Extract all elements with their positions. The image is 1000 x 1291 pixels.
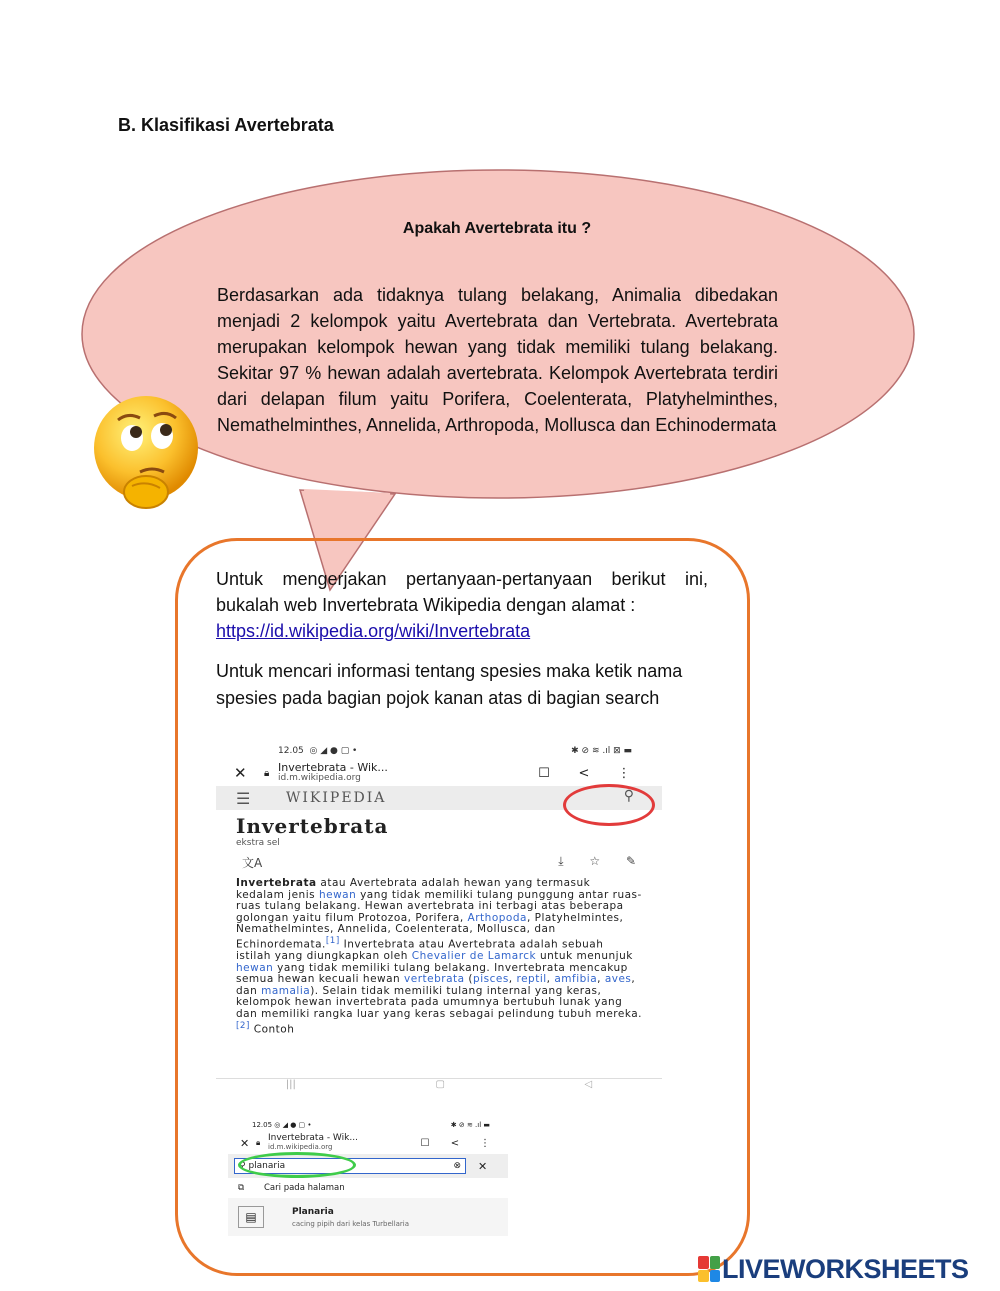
search-value: planaria: [248, 1161, 286, 1171]
browser-url-bar: [216, 760, 662, 786]
status-icons: ✱ ⊘ ≋ .ıl ▬: [450, 1121, 490, 1129]
more-icon[interactable]: ⋮: [480, 1137, 490, 1149]
reference-1[interactable]: [1]: [325, 935, 340, 946]
search-icon[interactable]: ⚲: [623, 788, 634, 804]
instruction-paragraph-1: [216, 566, 708, 644]
link-amfibia[interactable]: amfibia: [554, 973, 598, 986]
android-nav-bar: [216, 1078, 662, 1092]
search-row: [228, 1154, 508, 1178]
recent-apps-icon[interactable]: |||: [285, 1079, 296, 1090]
wikipedia-article-screenshot: [216, 742, 662, 1092]
browser-url-bar: [228, 1132, 508, 1154]
section-heading: B. Klasifikasi Avertebrata: [118, 115, 334, 135]
bubble-text: Berdasarkan ada tidaknya tulang belakang, Animalia dibedakan menjadi 2 kelompok yaitu Avertebrata dan Vertebrata. Avertebrata merupakan kelompok hewan yang tidak memiliki tulang belakang. Sekitar 97 % hewan adalah avertebrata. Kelompok Avertebrata terdiri dari delapan filum yaitu Porifera, Coelenterata, Platyhelminthes, Nemathelminthes, Annelida, Arthropoda, Mollusca dan Echinodermata: [217, 285, 778, 435]
find-in-page-label: Cari pada halaman: [264, 1183, 345, 1193]
result-title: Planaria: [292, 1206, 334, 1217]
share-icon[interactable]: <: [450, 1137, 460, 1149]
find-in-page-row[interactable]: [228, 1178, 508, 1198]
tab-title: Invertebrata - Wik...: [268, 1133, 358, 1143]
close-icon[interactable]: ✕: [234, 764, 247, 782]
article-subtitle: ekstra sel: [236, 838, 280, 848]
link-reptil[interactable]: reptil: [516, 973, 547, 986]
status-time: 12.05: [278, 746, 304, 756]
article-title: Invertebrata: [236, 814, 389, 838]
link-lamarck[interactable]: Chevalier de Lamarck: [411, 950, 537, 963]
home-icon[interactable]: ▢: [435, 1079, 445, 1090]
edit-icon[interactable]: ✎: [625, 854, 636, 868]
thinking-face-icon: [88, 392, 200, 512]
link-hewan-2[interactable]: hewan: [236, 961, 274, 974]
status-time: 12.05: [252, 1121, 273, 1129]
body-text: untuk menunjuk: [536, 950, 633, 963]
wikipedia-link[interactable]: https://id.wikipedia.org/wiki/Invertebrata: [216, 621, 531, 641]
clear-icon[interactable]: ⊗: [453, 1161, 461, 1171]
search-result[interactable]: [228, 1198, 508, 1236]
result-description: cacing pipih dari kelas Turbellaria: [292, 1219, 410, 1228]
back-icon[interactable]: ◁: [584, 1079, 593, 1090]
body-text: , dan: [236, 973, 636, 997]
link-mamalia[interactable]: mamalia: [261, 984, 311, 997]
status-icons: ✱ ⊘ ≋ .ıl ⊠ ▬: [571, 746, 632, 756]
star-icon[interactable]: ☆: [589, 854, 601, 868]
status-bar: 12.05 ◎ ◢ ● ▢ • ✱ ⊘ ≋ .ıl ⊠ ▬: [278, 746, 632, 756]
link-hewan[interactable]: hewan: [318, 888, 357, 901]
download-icon[interactable]: ⤓: [558, 854, 564, 868]
tab-domain: id.m.wikipedia.org: [268, 1143, 333, 1151]
more-icon[interactable]: ⋮: [617, 765, 631, 781]
body-text: ). Selain tidak memiliki tulang internal yang keras, kelompok hewan invertebrata pada umumnya bertubuh lunak yang dan memiliki rangka luar yang keras sebagai pelindung tubuh mereka.: [236, 984, 642, 1021]
body-text: ,: [597, 973, 605, 986]
green-highlight-circle: [238, 1152, 356, 1178]
bookmark-icon[interactable]: ☐: [538, 765, 550, 781]
body-text: ,: [546, 973, 555, 986]
body-text: (: [464, 973, 474, 986]
language-icon[interactable]: 文A: [242, 856, 263, 870]
status-bar: 12.05 ◎ ◢ ● ▢ • ✱ ⊘ ≋ .ıl ▬: [252, 1121, 490, 1129]
logo-text: LIVEWORKSHEETS: [722, 1253, 969, 1284]
body-text: Contoh: [249, 1023, 295, 1036]
bubble-title: Apakah Avertebrata itu ?: [402, 220, 592, 237]
wikipedia-logo: WIKIPEDIA: [286, 790, 387, 806]
lock-icon: 🔒︎: [264, 767, 270, 779]
article-body: [216, 874, 662, 1036]
body-text: ,: [508, 973, 517, 986]
instruction-paragraph-2: Untuk mencari informasi tentang spesies maka ketik nama spesies pada bagian pojok kanan atas di bagian search: [216, 661, 683, 708]
link-arthopoda[interactable]: Arthopoda: [467, 911, 527, 924]
close-icon[interactable]: ✕: [240, 1136, 250, 1150]
body-text: atau Avertebrata adalah hewan yang termasuk kedalam jenis: [236, 877, 591, 901]
hamburger-menu-icon[interactable]: ☰: [236, 788, 251, 808]
article-thumbnail-icon: ▤: [238, 1206, 264, 1228]
tab-domain: id.m.wikipedia.org: [278, 773, 361, 783]
body-text: yang tidak memiliki tulang punggung antar ruas-ruas tulang belakang. Hewan avertebrata ini terbagi atas beberapa golongan yaitu filum Protozoa, Porifera,: [236, 888, 642, 924]
body-text: yang tidak memiliki tulang belakang. Invertebrata mencakup semua hewan kecuali hewan: [236, 961, 628, 986]
search-icon: ⚲: [239, 1161, 249, 1171]
instruction-text: Untuk mengerjakan pertanyaan-pertanyaan berikut ini, bukalah web Invertebrata Wikipedia dengan alamat :: [216, 569, 708, 615]
bookmark-icon[interactable]: ☐: [420, 1137, 430, 1149]
link-aves[interactable]: aves: [604, 973, 632, 986]
lock-icon: 🔒︎: [256, 1138, 261, 1147]
liveworksheets-logo: [698, 1254, 969, 1284]
find-in-page-icon: ⧉: [238, 1183, 245, 1193]
close-search-icon[interactable]: ✕: [478, 1159, 488, 1173]
share-icon[interactable]: <: [578, 765, 590, 781]
wikipedia-search-screenshot: [228, 1118, 508, 1243]
body-text: , Platyhelmintes, Nemathelmintes, Annelida, Coelenterata, Mollusca, dan Echinordemata.: [236, 911, 624, 951]
link-vertebrata[interactable]: vertebrata: [404, 973, 465, 986]
tab-title: Invertebrata - Wik...: [278, 761, 388, 774]
bold-term: Invertebrata: [236, 877, 317, 889]
article-toolbar: [216, 848, 662, 874]
body-text: Invertebrata atau Avertebrata adalah sebuah istilah yang diungkapkan oleh: [236, 938, 604, 963]
logo-mark: [698, 1256, 720, 1282]
link-pisces[interactable]: pisces: [473, 973, 509, 986]
reference-2[interactable]: [2]: [236, 1020, 250, 1031]
red-highlight-circle: [563, 784, 655, 826]
